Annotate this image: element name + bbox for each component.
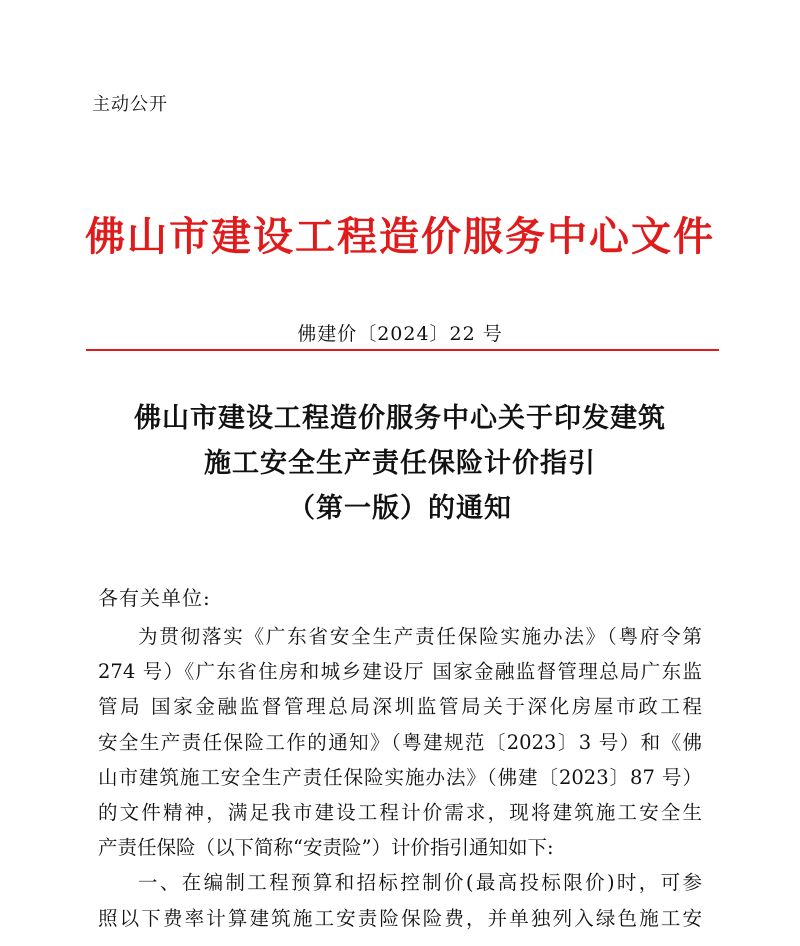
title-line: 施工安全生产责任保险计价指引: [204, 448, 596, 479]
body-line: 安全生产责任保险工作的通知》（粤建规范〔2023〕3 号）和《佛: [98, 730, 702, 754]
document-title: [0, 396, 800, 531]
title-line: （第一版）的通知: [288, 493, 512, 524]
body-line: 一、在编制工程预算和招标控制价(最高投标限价)时，可参: [138, 871, 702, 895]
title-line: 佛山市建设工程造价服务中心关于印发建筑: [134, 403, 666, 434]
salutation: 各有关单位:: [98, 586, 211, 610]
header-divider: [86, 349, 719, 351]
body-line: 管局 国家金融监督管理总局深圳监管局关于深化房屋市政工程: [98, 695, 702, 719]
body-text: [98, 619, 702, 936]
body-line: 照以下费率计算建筑施工安责险保险费，并单独列入绿色施工安: [98, 906, 702, 930]
body-line: 为贯彻落实《广东省安全生产责任保险实施办法》（粤府令第: [138, 625, 702, 648]
body-line: 274 号）《广东省住房和城乡建设厅 国家金融监督管理总局广东监: [98, 660, 702, 684]
body-line: 山市建筑施工安全生产责任保险实施办法》（佛建〔2023〕87 号）: [98, 765, 702, 789]
body-line: 产责任保险（以下简称“安责险”）计价指引通知如下:: [98, 836, 554, 860]
disclosure-label: 主动公开: [92, 94, 168, 115]
body-line: 的文件精神，满足我市建设工程计价需求，现将建筑施工安全生: [98, 801, 702, 825]
issuing-org-header: 佛山市建设工程造价服务中心文件: [85, 213, 715, 260]
document-number: 佛建价〔2024〕22 号: [297, 323, 503, 345]
